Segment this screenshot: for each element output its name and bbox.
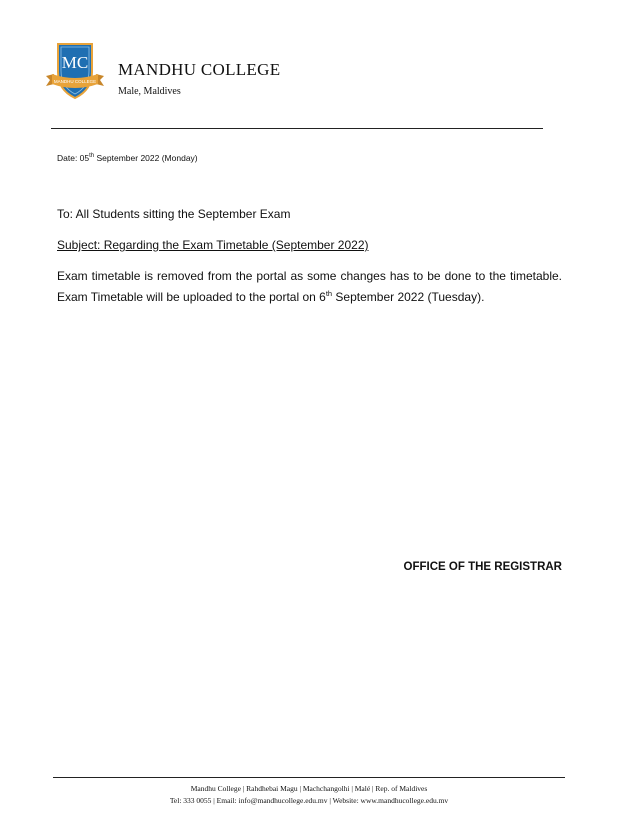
- subject-line: Subject: Regarding the Exam Timetable (September 2022): [57, 238, 369, 252]
- header-divider: [51, 128, 543, 129]
- body-part-1: Exam timetable is removed from the portal as some changes has to be done to the timetable. Exam Timetable will be uploaded to the portal on 6: [57, 269, 562, 304]
- letter-date: [57, 153, 198, 163]
- college-location: Male, Maldives: [118, 86, 181, 97]
- letter-body: [57, 266, 562, 307]
- college-crest-icon: [44, 40, 106, 102]
- signature: OFFICE OF THE REGISTRAR: [403, 561, 562, 573]
- body-part-2: September 2022 (Tuesday).: [332, 289, 485, 304]
- crest-letters: MC: [61, 53, 89, 72]
- date-prefix: Date: 05: [57, 153, 90, 163]
- recipient-line: To: All Students sitting the September Exam: [57, 207, 291, 221]
- college-name: MANDHU COLLEGE: [118, 60, 281, 79]
- body-ordinal: th: [325, 288, 333, 298]
- date-suffix: September 2022 (Monday): [94, 153, 198, 163]
- crest-ribbon-text: MANDHU COLLEGE: [53, 79, 97, 84]
- footer-contact: Tel: 333 0055 | Email: info@mandhucollege.edu.mv | Website: www.mandhucollege.edu.mv: [169, 796, 449, 805]
- footer-divider: [53, 777, 565, 778]
- footer-address: Mandhu College | Rahdhebai Magu | Machchangolhi | Malé | Rep. of Maldives: [190, 784, 428, 793]
- date-ordinal: th: [89, 153, 95, 160]
